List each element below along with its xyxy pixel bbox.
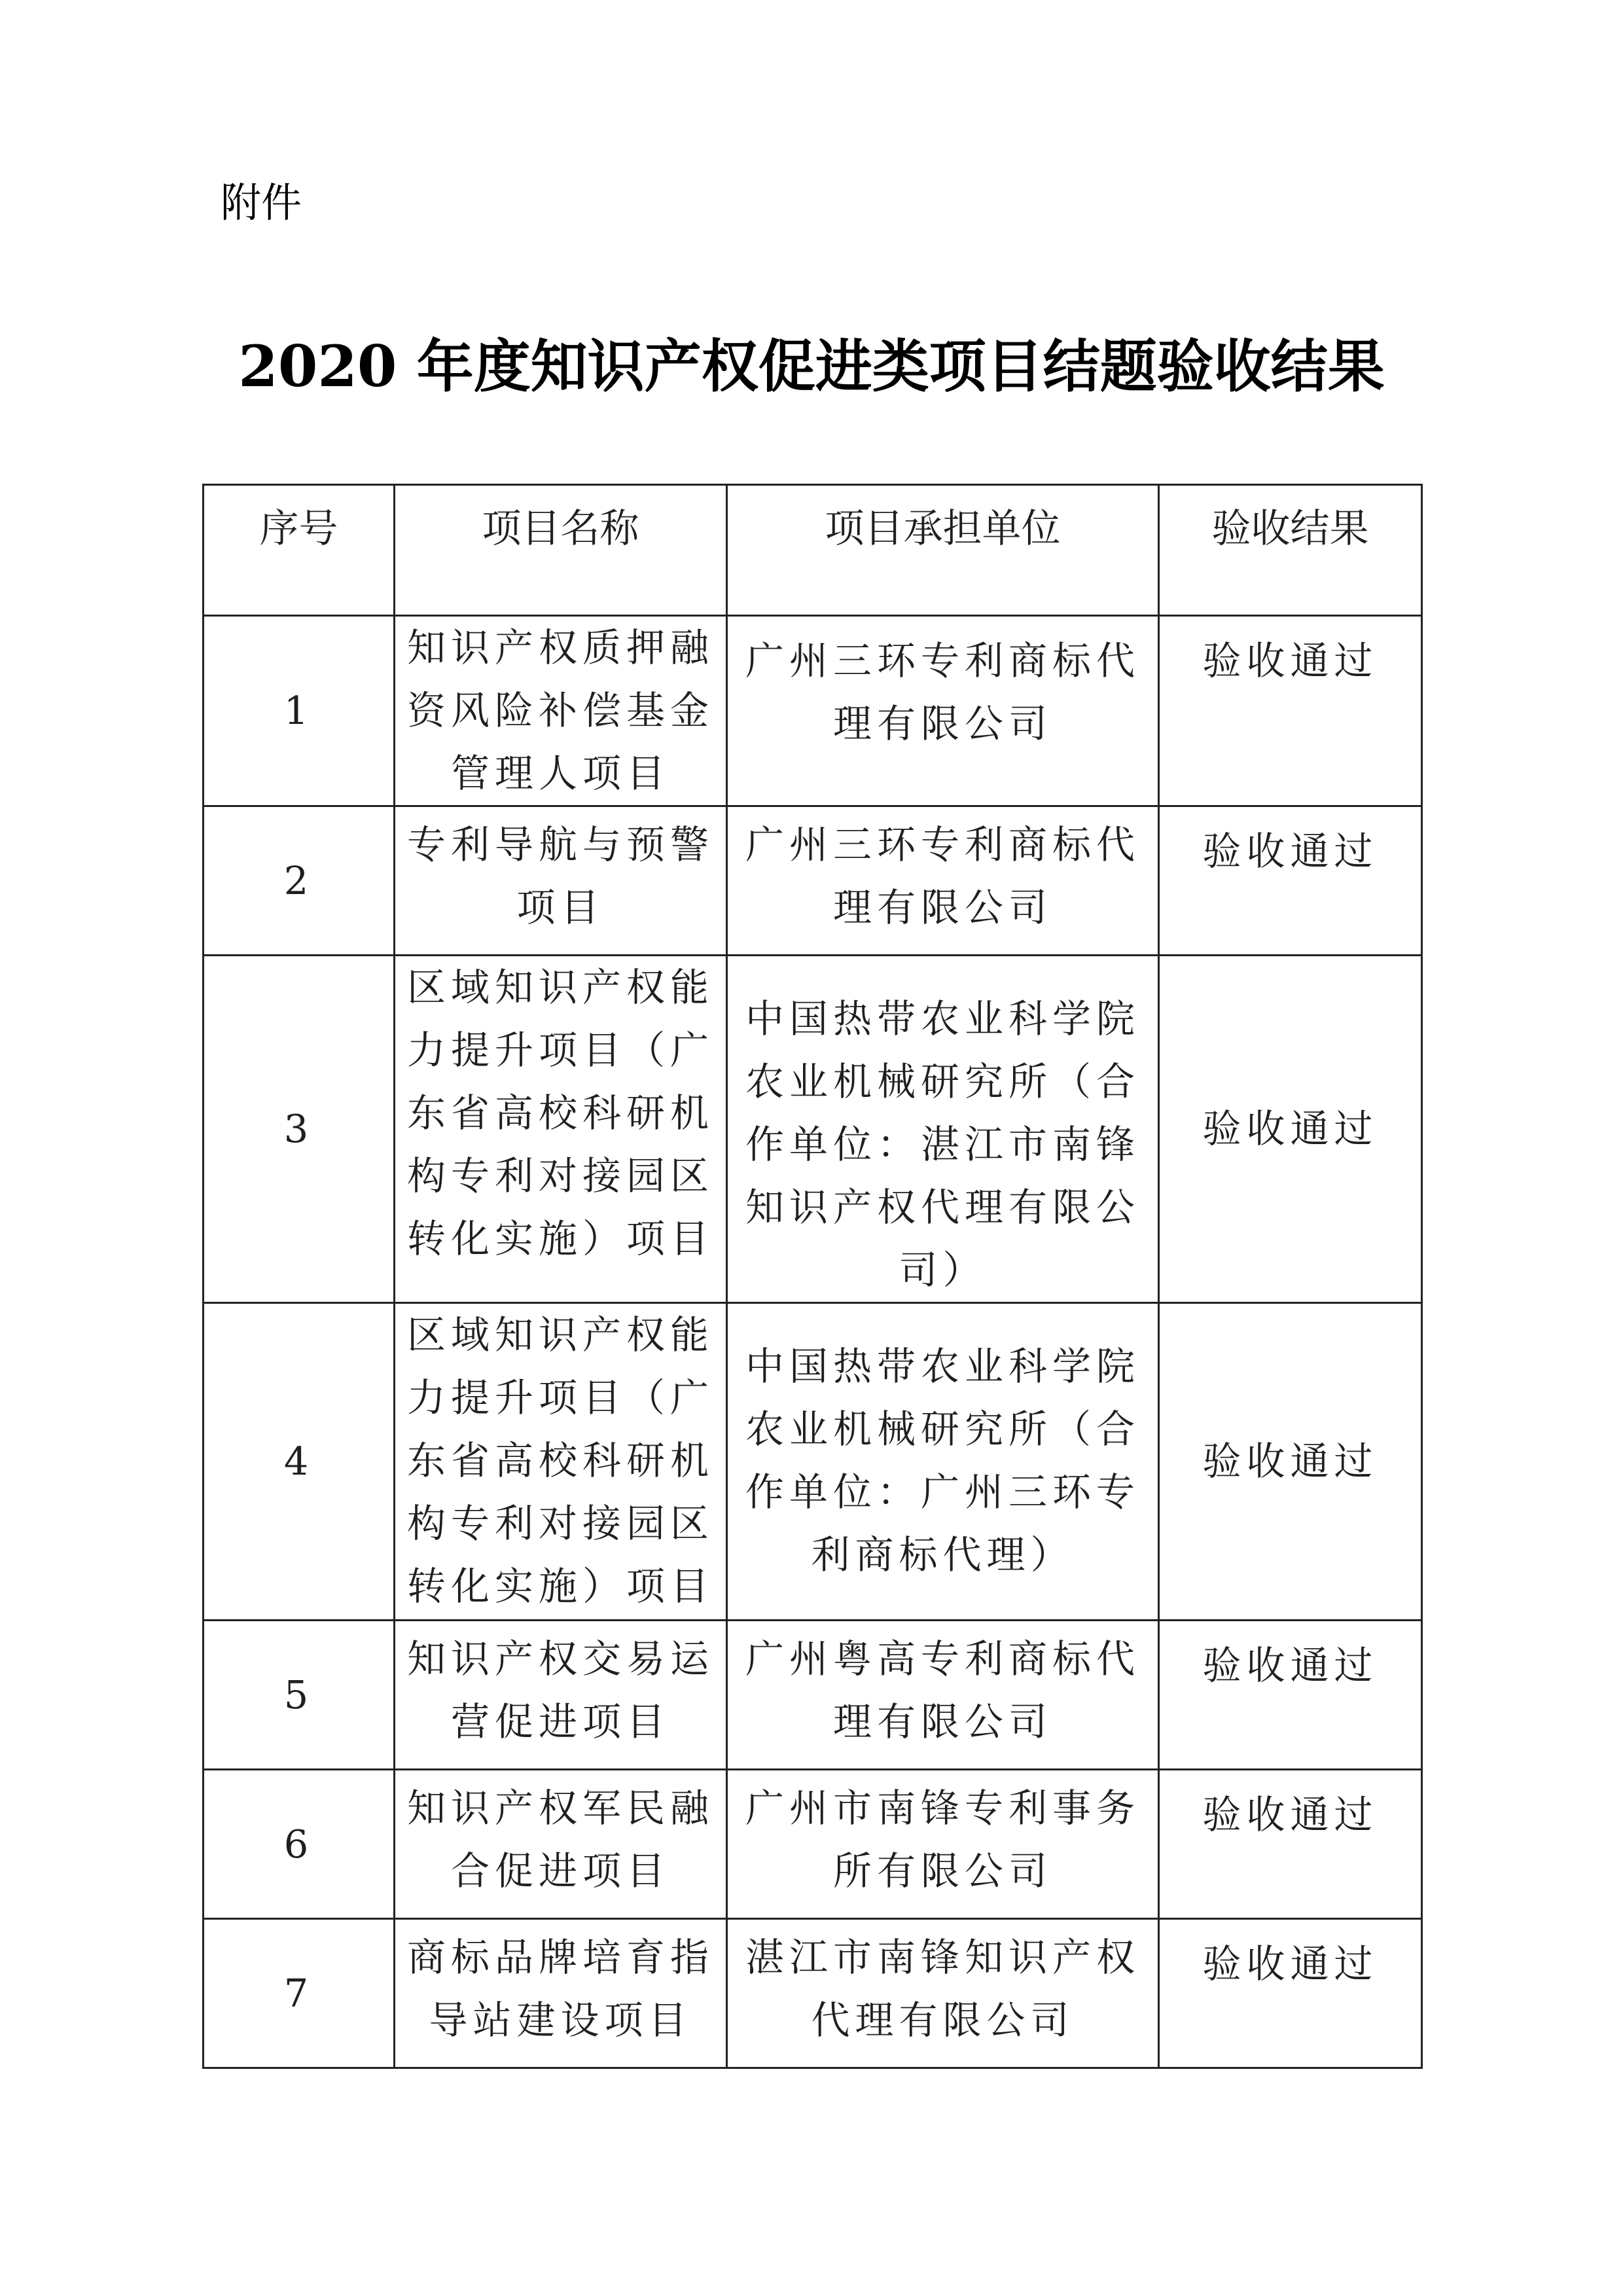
project-name: 商标品牌培育指导站建设项目 — [395, 1919, 727, 2068]
undertaking-unit: 湛江市南锋知识产权代理有限公司 — [727, 1919, 1159, 2068]
row-index: 7 — [204, 1919, 395, 2068]
project-name: 知识产权交易运营促进项目 — [395, 1621, 727, 1770]
acceptance-result: 验收通过 — [1159, 806, 1422, 956]
project-name: 区域知识产权能力提升项目（广东省高校科研机构专利对接园区转化实施）项目 — [395, 1303, 727, 1621]
column-header-acceptance-result: 验收结果 — [1159, 485, 1422, 616]
acceptance-result: 验收通过 — [1159, 956, 1422, 1303]
table-row — [204, 1919, 1422, 2068]
column-header-index: 序号 — [204, 485, 395, 616]
acceptance-result: 验收通过 — [1159, 1621, 1422, 1770]
project-name: 专利导航与预警项目 — [395, 806, 727, 956]
column-header-undertaking-unit: 项目承担单位 — [727, 485, 1159, 616]
undertaking-unit: 中国热带农业科学院农业机械研究所（合作单位：广州三环专利商标代理） — [727, 1303, 1159, 1621]
row-index: 1 — [204, 616, 395, 806]
column-header-project-name: 项目名称 — [395, 485, 727, 616]
undertaking-unit: 广州市南锋专利事务所有限公司 — [727, 1770, 1159, 1919]
table-row — [204, 616, 1422, 806]
undertaking-unit: 中国热带农业科学院农业机械研究所（合作单位：湛江市南锋知识产权代理有限公司） — [727, 956, 1159, 1303]
acceptance-result: 验收通过 — [1159, 1770, 1422, 1919]
acceptance-result: 验收通过 — [1159, 1303, 1422, 1621]
table-row — [204, 806, 1422, 956]
undertaking-unit: 广州粤高专利商标代理有限公司 — [727, 1621, 1159, 1770]
row-index: 5 — [204, 1621, 395, 1770]
project-name: 区域知识产权能力提升项目（广东省高校科研机构专利对接园区转化实施）项目 — [395, 956, 727, 1303]
table-row — [204, 1770, 1422, 1919]
table-row — [204, 1621, 1422, 1770]
row-index: 2 — [204, 806, 395, 956]
document-title: 2020 年度知识产权促进类项目结题验收结果 — [238, 332, 1385, 400]
row-index: 6 — [204, 1770, 395, 1919]
attachment-label: 附件 — [221, 179, 302, 226]
acceptance-result: 验收通过 — [1159, 1919, 1422, 2068]
undertaking-unit: 广州三环专利商标代理有限公司 — [727, 806, 1159, 956]
table-header-row — [204, 485, 1422, 616]
table-row — [204, 956, 1422, 1303]
row-index: 3 — [204, 956, 395, 1303]
undertaking-unit: 广州三环专利商标代理有限公司 — [727, 616, 1159, 806]
row-index: 4 — [204, 1303, 395, 1621]
results-table — [202, 484, 1423, 2069]
project-name: 知识产权质押融资风险补偿基金管理人项目 — [395, 616, 727, 806]
project-name: 知识产权军民融合促进项目 — [395, 1770, 727, 1919]
acceptance-result: 验收通过 — [1159, 616, 1422, 806]
table-row — [204, 1303, 1422, 1621]
